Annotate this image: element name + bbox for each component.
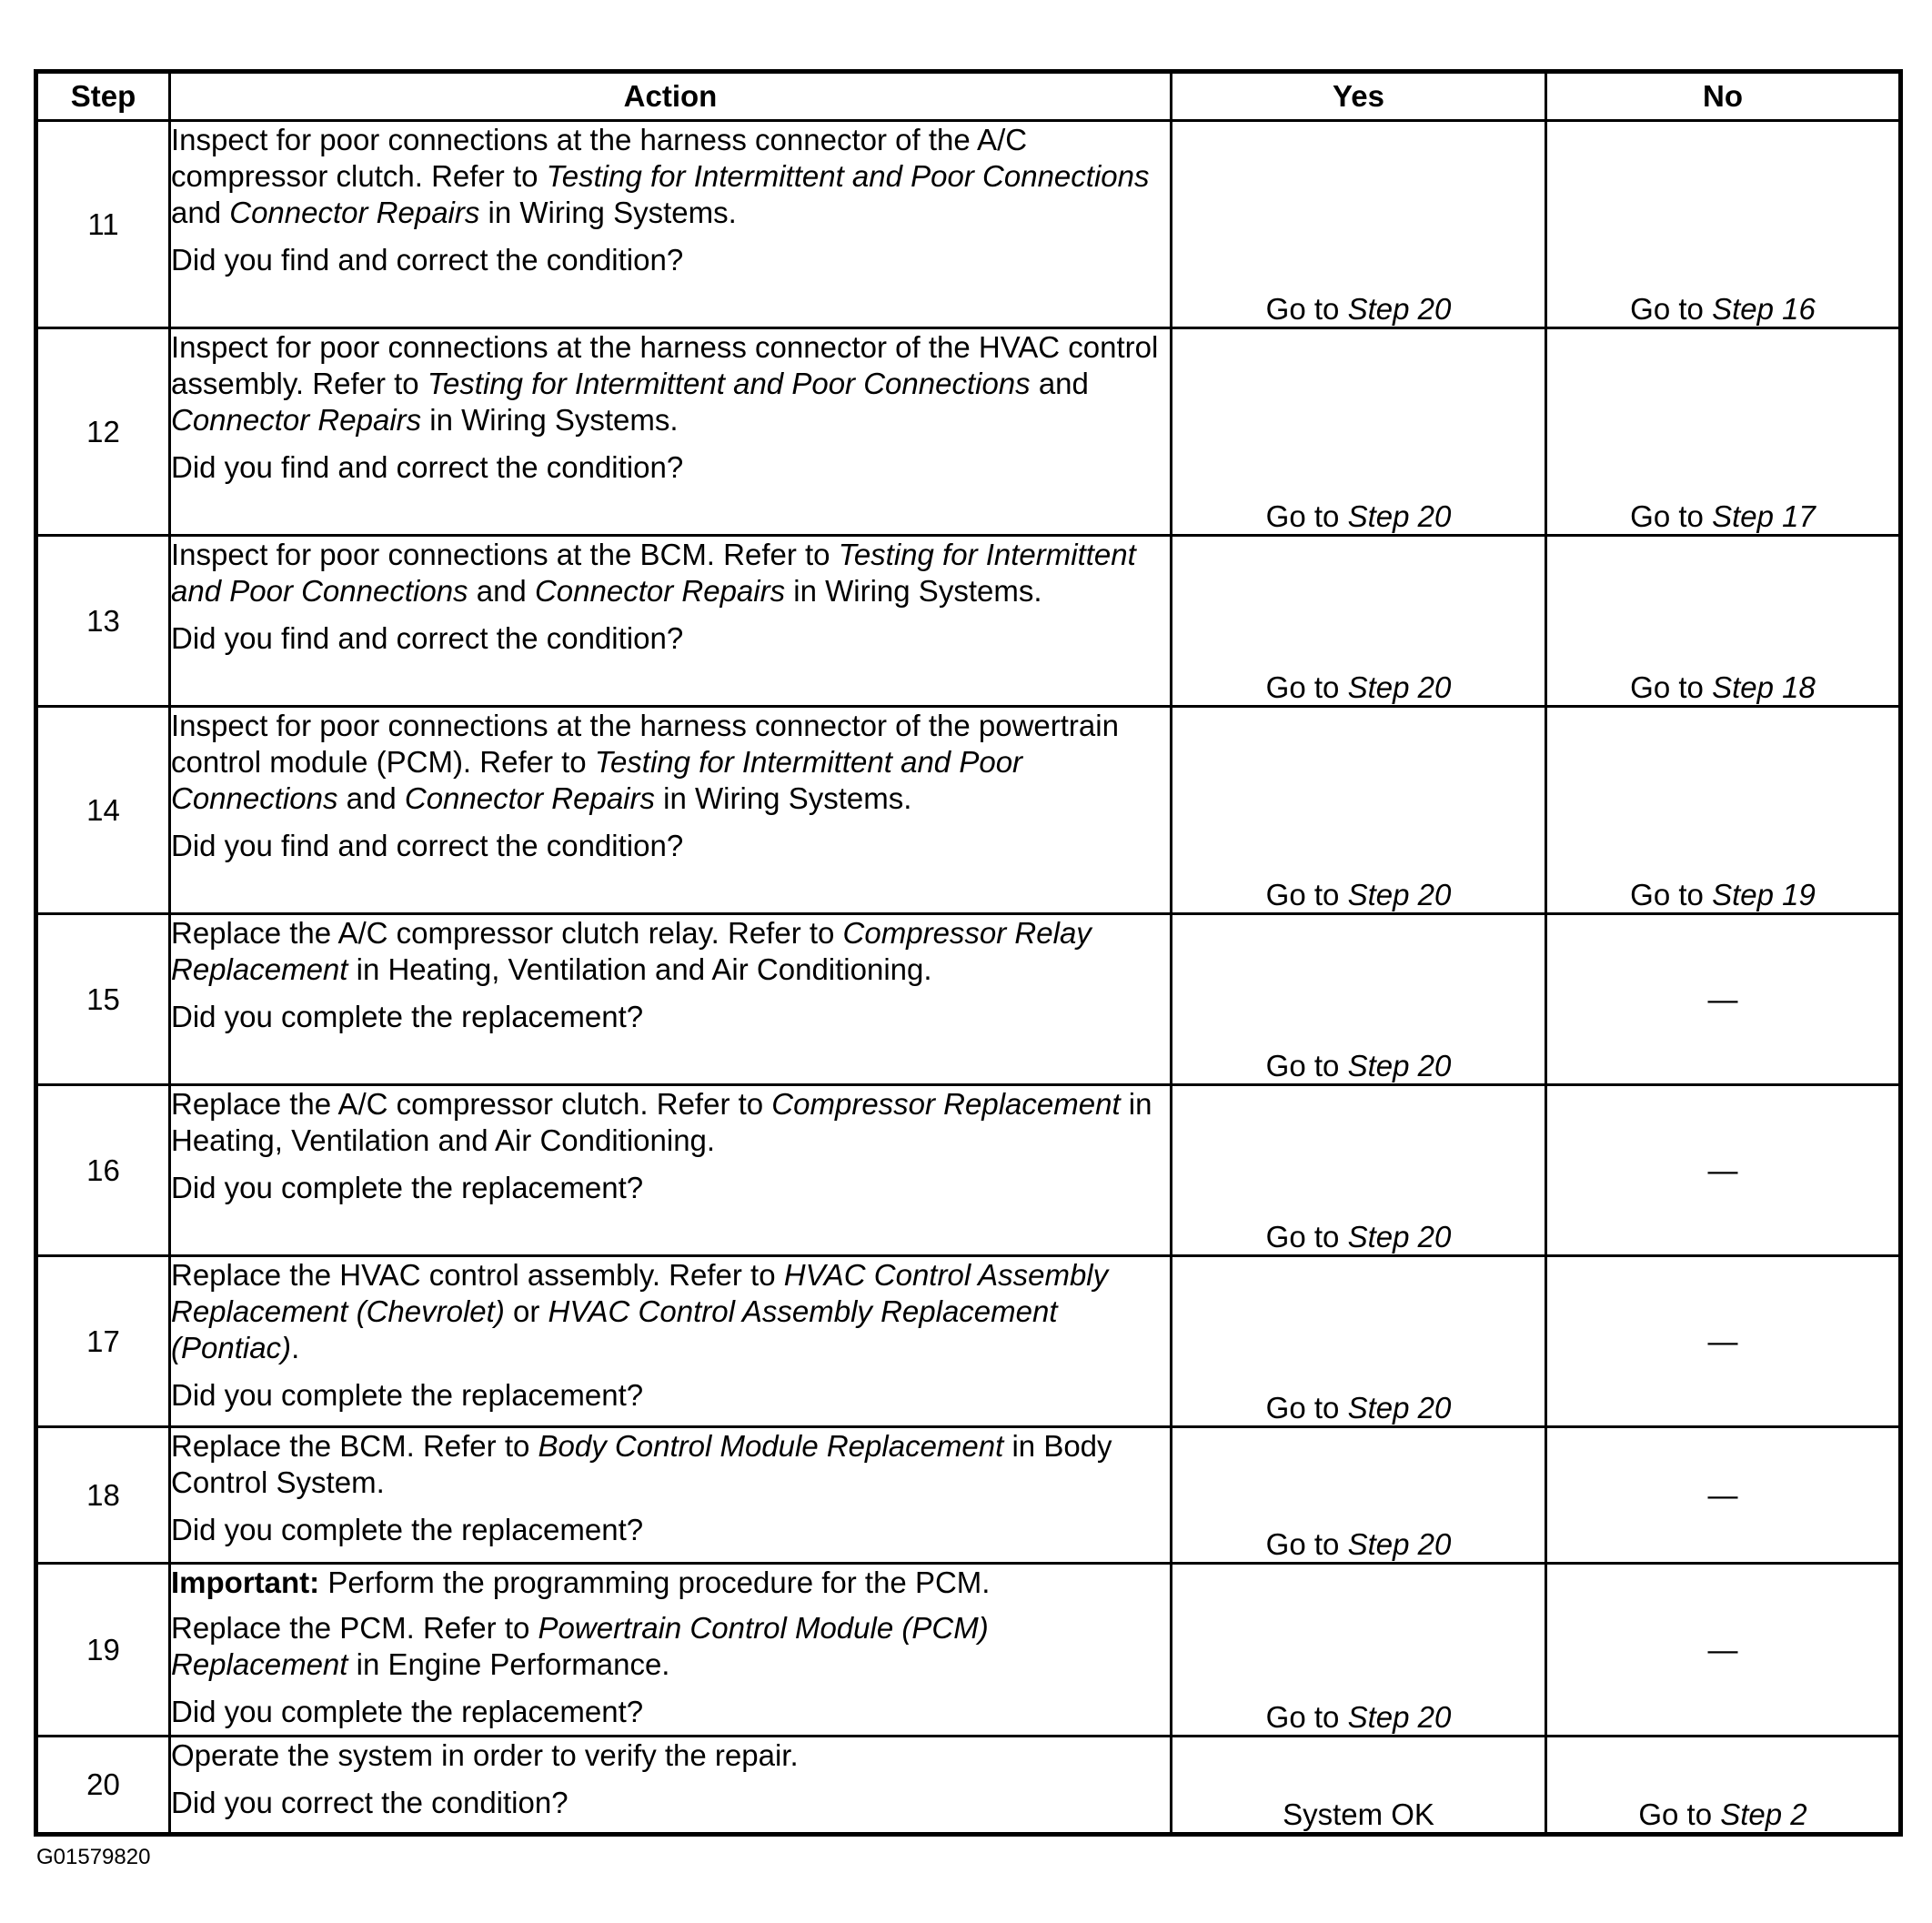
yes-result — [1172, 536, 1546, 707]
reference-title: Connector Repairs — [404, 781, 655, 815]
go-to-text: Go to — [1630, 670, 1704, 704]
action-cell — [170, 121, 1172, 328]
no-result — [1546, 1085, 1901, 1256]
instruction-text: and — [1030, 367, 1089, 400]
table-row — [36, 121, 1901, 328]
figure-id: G01579820 — [36, 1845, 151, 1869]
step-number: 14 — [36, 707, 170, 914]
action-question: Did you complete the replacement? — [171, 1695, 644, 1728]
table-row — [36, 536, 1901, 707]
no-result — [1546, 328, 1901, 536]
instruction-text: Operate the system in order to verify the repair. — [171, 1738, 799, 1772]
yes-result — [1172, 1427, 1546, 1564]
action-cell — [170, 1256, 1172, 1427]
go-to-text: Go to — [1265, 1700, 1340, 1734]
yes-result — [1172, 121, 1546, 328]
no-action-dash: — — [1707, 982, 1738, 1016]
go-to-text: Go to — [1630, 292, 1704, 326]
table-row — [36, 1256, 1901, 1427]
important-label: Important: — [171, 1566, 320, 1599]
header-action: Action — [170, 72, 1172, 121]
instruction-text: in Heating, Ventilation and Air Conditioning. — [171, 1087, 1152, 1157]
reference-title: Connector Repairs — [534, 574, 786, 608]
step-reference: Step 18 — [1712, 670, 1816, 704]
action-cell — [170, 1085, 1172, 1256]
step-reference: Step 19 — [1712, 878, 1816, 911]
table-row — [36, 1737, 1901, 1835]
reference-title: Connector Repairs — [171, 403, 422, 437]
step-reference: Step 16 — [1712, 292, 1816, 326]
action-instruction — [171, 708, 1170, 817]
go-to-text: Go to — [1638, 1797, 1713, 1831]
action-question: Did you find and correct the condition? — [171, 621, 684, 655]
action-question: Did you complete the replacement? — [171, 1000, 644, 1033]
action-instruction — [171, 1737, 1170, 1774]
action-cell — [170, 914, 1172, 1085]
action-question: Did you find and correct the condition? — [171, 243, 684, 277]
instruction-text: or — [504, 1294, 548, 1328]
action-question: Did you correct the condition? — [171, 1786, 569, 1819]
step-number: 20 — [36, 1737, 170, 1835]
yes-result — [1172, 707, 1546, 914]
reference-title: Compressor Relay Replacement — [171, 916, 1092, 986]
step-number: 11 — [36, 121, 170, 328]
step-number: 13 — [36, 536, 170, 707]
table-body — [36, 121, 1901, 1835]
table-row — [36, 328, 1901, 536]
result-text: System OK — [1283, 1797, 1434, 1831]
go-to-text: Go to — [1265, 1391, 1340, 1425]
instruction-text: Inspect for poor connections at the harness connector of the powertrain control module (PCM). Refer to — [171, 709, 1119, 779]
action-question: Did you complete the replacement? — [171, 1378, 644, 1412]
important-text: Perform the programming procedure for the PCM. — [319, 1566, 991, 1599]
instruction-text: in Heating, Ventilation and Air Conditioning. — [347, 952, 932, 986]
instruction-text: Replace the HVAC control assembly. Refer to — [171, 1258, 784, 1292]
reference-title: Powertrain Control Module (PCM) Replacement — [171, 1611, 989, 1681]
instruction-text: Replace the PCM. Refer to — [171, 1611, 538, 1645]
step-number: 16 — [36, 1085, 170, 1256]
instruction-text: in Wiring Systems. — [479, 196, 737, 229]
step-reference: Step 20 — [1347, 878, 1452, 911]
no-result — [1546, 1256, 1901, 1427]
go-to-text: Go to — [1265, 1220, 1340, 1253]
header-yes: Yes — [1172, 72, 1546, 121]
action-instruction — [171, 915, 1170, 988]
action-question: Did you find and correct the condition? — [171, 450, 684, 484]
action-question: Did you complete the replacement? — [171, 1171, 644, 1204]
no-result — [1546, 1427, 1901, 1564]
header-no: No — [1546, 72, 1901, 121]
action-cell — [170, 536, 1172, 707]
action-instruction — [171, 329, 1170, 438]
reference-title: Body Control Module Replacement — [538, 1429, 1004, 1463]
table-row — [36, 1427, 1901, 1564]
step-reference: Step 17 — [1712, 499, 1816, 533]
action-instruction — [171, 1086, 1170, 1159]
instruction-text: in Body Control System. — [171, 1429, 1112, 1499]
action-cell — [170, 1427, 1172, 1564]
yes-result — [1172, 1085, 1546, 1256]
no-result — [1546, 536, 1901, 707]
no-result — [1546, 707, 1901, 914]
step-number: 18 — [36, 1427, 170, 1564]
step-reference: Step 20 — [1347, 670, 1452, 704]
step-reference: Step 20 — [1347, 292, 1452, 326]
diagnostic-table — [34, 69, 1903, 1837]
instruction-text: in Wiring Systems. — [655, 781, 912, 815]
no-result — [1546, 1737, 1901, 1835]
important-note — [171, 1565, 1170, 1601]
instruction-text: Replace the A/C compressor clutch. Refer to — [171, 1087, 772, 1121]
go-to-text: Go to — [1265, 670, 1340, 704]
no-result — [1546, 1564, 1901, 1737]
no-action-dash: — — [1707, 1632, 1738, 1666]
step-number: 12 — [36, 328, 170, 536]
step-number: 15 — [36, 914, 170, 1085]
no-action-dash: — — [1707, 1324, 1738, 1358]
action-instruction — [171, 1610, 1170, 1683]
reference-title: HVAC Control Assembly Replacement (Chevrolet) — [171, 1258, 1109, 1328]
instruction-text: and — [468, 574, 535, 608]
go-to-text: Go to — [1265, 878, 1340, 911]
table-row — [36, 1564, 1901, 1737]
action-cell — [170, 1564, 1172, 1737]
table-row — [36, 707, 1901, 914]
instruction-text: in Wiring Systems. — [421, 403, 679, 437]
step-reference: Step 2 — [1720, 1797, 1807, 1831]
go-to-text: Go to — [1265, 1527, 1340, 1561]
action-instruction — [171, 537, 1170, 609]
yes-result — [1172, 914, 1546, 1085]
step-reference: Step 20 — [1347, 499, 1452, 533]
action-cell — [170, 328, 1172, 536]
reference-title: HVAC Control Assembly Replacement (Pontiac) — [171, 1294, 1058, 1364]
action-instruction — [171, 122, 1170, 231]
action-instruction — [171, 1257, 1170, 1366]
instruction-text: in Wiring Systems. — [785, 574, 1042, 608]
reference-title: Testing for Intermittent and Poor Connections — [171, 538, 1136, 608]
go-to-text: Go to — [1265, 292, 1340, 326]
reference-title: Connector Repairs — [229, 196, 480, 229]
step-reference: Step 20 — [1347, 1527, 1452, 1561]
no-result — [1546, 914, 1901, 1085]
action-question: Did you complete the replacement? — [171, 1513, 644, 1546]
header-row — [36, 72, 1901, 121]
instruction-text: . — [291, 1331, 300, 1364]
header-step: Step — [36, 72, 170, 121]
yes-result — [1172, 328, 1546, 536]
reference-title: Compressor Replacement — [771, 1087, 1121, 1121]
action-cell — [170, 707, 1172, 914]
step-reference: Step 20 — [1347, 1700, 1452, 1734]
instruction-text: and — [171, 196, 230, 229]
reference-title: Testing for Intermittent and Poor Connections — [171, 745, 1023, 815]
yes-result — [1172, 1737, 1546, 1835]
reference-title: Testing for Intermittent and Poor Connections — [546, 159, 1150, 193]
step-reference: Step 20 — [1347, 1220, 1452, 1253]
instruction-text: and — [337, 781, 405, 815]
instruction-text: Inspect for poor connections at the harness connector of the HVAC control assembly. Refer to — [171, 330, 1159, 400]
go-to-text: Go to — [1265, 1049, 1340, 1082]
yes-result — [1172, 1564, 1546, 1737]
go-to-text: Go to — [1630, 499, 1704, 533]
instruction-text: in Engine Performance. — [347, 1647, 670, 1681]
instruction-text: Replace the A/C compressor clutch relay. Refer to — [171, 916, 843, 950]
yes-result — [1172, 1256, 1546, 1427]
step-reference: Step 20 — [1347, 1391, 1452, 1425]
reference-title: Testing for Intermittent and Poor Connections — [427, 367, 1031, 400]
instruction-text: Inspect for poor connections at the BCM. Refer to — [171, 538, 839, 571]
go-to-text: Go to — [1630, 878, 1704, 911]
table-row — [36, 1085, 1901, 1256]
no-action-dash: — — [1707, 1153, 1738, 1187]
no-result — [1546, 121, 1901, 328]
step-number: 17 — [36, 1256, 170, 1427]
instruction-text: Replace the BCM. Refer to — [171, 1429, 538, 1463]
action-cell — [170, 1737, 1172, 1835]
no-action-dash: — — [1707, 1477, 1738, 1512]
action-question: Did you find and correct the condition? — [171, 829, 684, 862]
step-reference: Step 20 — [1347, 1049, 1452, 1082]
step-number: 19 — [36, 1564, 170, 1737]
table-row — [36, 914, 1901, 1085]
instruction-text: Inspect for poor connections at the harness connector of the A/C compressor clutch. Refer to — [171, 123, 1028, 193]
go-to-text: Go to — [1265, 499, 1340, 533]
action-instruction — [171, 1428, 1170, 1501]
